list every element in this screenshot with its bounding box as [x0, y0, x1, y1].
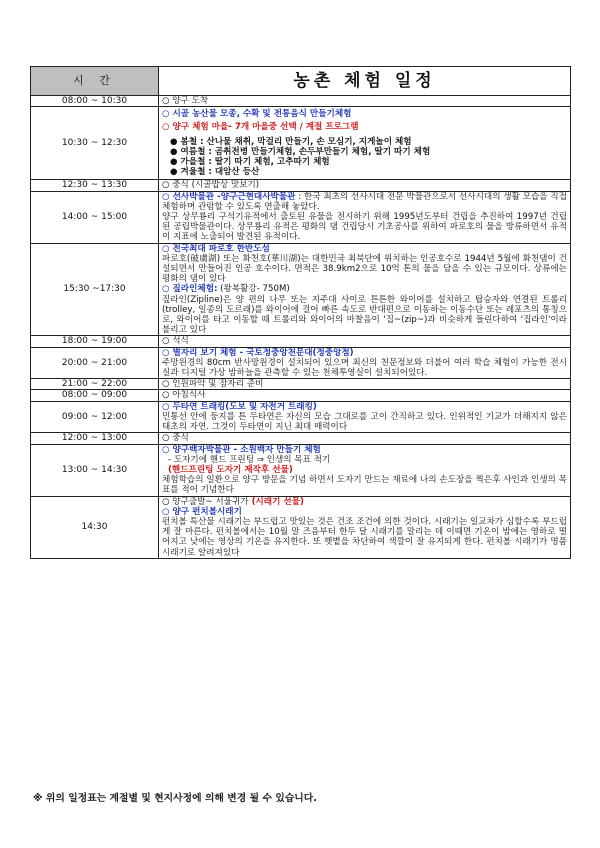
table-row [31, 347, 571, 379]
gift-note: (핸드프린팅 도자기 제작후 선물) [168, 464, 293, 475]
row-text: ○ 중식 (시골밥상 맛보기) [159, 180, 571, 191]
activity-body: 체험학습의 일환으로 양구 방문을 기념 하면서 도자기 만드는 재료에 나의 손도장을 찍은후 사인과 인생의 목표를 적어 기념한다 [162, 475, 567, 496]
row-text: ○ 인원파악 및 잠자리 준비 [159, 379, 571, 390]
table-row [31, 191, 571, 243]
table-row [31, 379, 571, 390]
list-item: ● 가을철 : 딸기 따기 체험, 고추따기 체험 [170, 157, 567, 167]
row-time: 20:00 ~ 21:00 [31, 347, 159, 379]
gift-note: (시래기 선물) [248, 496, 304, 507]
page-title: 농촌 체험 일정 [159, 67, 571, 96]
row-time: 12:30 ~ 13:30 [31, 180, 159, 191]
row-text: ○ 아침식사 [159, 390, 571, 401]
table-row [31, 243, 571, 336]
footnote: ※ 위의 일정표는 계절별 및 현지사정에 의해 변경 될 수 있습니다. [33, 793, 317, 804]
row-time: 13:00 ~ 14:30 [31, 444, 159, 496]
table-row [31, 496, 571, 558]
activity-title: ○ 양구백자박물관 - 소원백자 만들기 체험 [162, 444, 321, 455]
season-list [170, 137, 567, 178]
table-row [31, 96, 571, 107]
activity-title: ○ 시골 농산물 모종, 수확 및 전통음식 만들기체험 [162, 109, 352, 120]
activity-title: ○ 두타연 트래킹(도보 및 자전거 트래킹) [162, 401, 317, 412]
row-text: ○ 석식 [159, 336, 571, 347]
list-item: ● 여름철 : 곰취전병 만들기체험, 손두부만들기 체험, 딸기 따기 체험 [170, 147, 567, 157]
list-item: ● 봄철 : 산나물 채취, 막걸리 만들기, 손 모심기, 지게놀이 체험 [170, 137, 567, 147]
table-row [31, 390, 571, 401]
list-item: ● 겨울철 : 대암산 등산 [170, 167, 567, 177]
activity-body: 펀치볼 특산물 시래기는 부드럽고 맛있는 것은 건조 조건에 의한 것이다. 시래기는 일교차가 심할수록 부드럽게 잘 마른다. 펀치볼에서는 10월 말 즈음부터 한두 달 시래기를 말리는 데 이때면 기온이 밤에는 영하로 떨어지고 낮에는 영상의 기온을 유지한다. 또 햇볕을 차단하여 색깔이 잘 유지되게 한다. 펀치볼 시래기가 명품 시래기로 알려져있다 [162, 516, 567, 558]
row-time: 14:00 ~ 15:00 [31, 191, 159, 243]
table-row [31, 180, 571, 191]
row-text: ○ 중식 [159, 433, 571, 444]
activity-detail: - 도자기에 핸드 프린팅 ⇒ 인생의 목표 적기 [168, 454, 331, 465]
activity-title: ○ 전국최대 파로호 한반도섬 [162, 243, 270, 254]
table-row [31, 336, 571, 347]
activity-intro: (왕복활강- 750M) [217, 284, 290, 295]
activity-body: 주망원경의 80cm 반사망원경이 설치되어 있으며 최신의 천문정보와 더불어 여러 학습 체험이 가능한 전시실과 디지털 가상 밤하늘을 관측할 수 있는 천체투영실이 설치되어있다. [162, 357, 567, 379]
activity-body: 짚라인(Zipline)은 양 편의 나무 또는 지주대 사이로 튼튼한 와이어를 설치하고 탑승자와 연결된 트롤리(trolley, 일종의 도르래)를 와이어에 걸어 빠른 속도로 반대편으로 이동하는 이동수단 또는 레포츠의 통칭으로, 와이어를 타고 이동할 때 트롤리와 와이어의 마찰음이 '집~(zip~)과 비슷하게 들린다하여 '집라인'이라 불리고 있다 [162, 294, 567, 336]
table-row [31, 107, 571, 180]
activity-title: ○ 양구 체험 마을- 7개 마을중 선택 / 계절 프로그램 [162, 122, 359, 133]
row-time: 08:00 ~ 09:00 [31, 390, 159, 401]
table-row [31, 401, 571, 433]
row-time: 15:30 ~17:30 [31, 243, 159, 336]
row-time: 21:00 ~ 22:00 [31, 379, 159, 390]
activity-body: 양구 상무룡리 구석기유적에서 출토된 유물을 전시하기 위해 1995년도부터 건립을 추진하여 1997년 건립된 공립박물관이다. 상무룡리 유적은 평화의 댐 건립당시 기초공사를 위하여 파로호의 물을 방류하면서 유적이 지표에 노출되어 발견된 유적이다. [162, 212, 567, 243]
time-column-header: 시 간 [31, 67, 159, 96]
row-time: 10:30 ~ 12:30 [31, 107, 159, 180]
row-time: 09:00 ~ 12:00 [31, 401, 159, 433]
activity-title: ○ 짚라인체험: [162, 284, 218, 295]
row-text: ○ 양구 도착 [159, 96, 571, 107]
table-row [31, 433, 571, 444]
activity-intro: : 한국 최초의 선사시대 전문 박물관으로서 선사시대의 생활 모습을 직접 체험하며 관람할 수 있도록 연출해 놓았다. [162, 191, 567, 212]
schedule-table [30, 66, 571, 559]
row-time: 18:00 ~ 19:00 [31, 336, 159, 347]
activity-title: ○ 양구 펀치볼시래기 [162, 506, 242, 517]
table-row [31, 444, 571, 496]
row-time: 14:30 [31, 496, 159, 558]
activity-body: 파로호(破虜湖) 또는 화천호(華川湖)는 대한민국 최북단에 위치하는 인공호수로 1944년 5월에 화천댐이 건설되면서 만들어진 인공 호수이다. 면적은 38.9km2으로 10억 톤의 물을 담을 수 있는 규모이다. 상류에는 평화의 댐이 있다 [162, 253, 567, 285]
row-time: 12:00 ~ 13:00 [31, 433, 159, 444]
activity-body: 민통선 안에 둥지를 튼 두타연은 자신의 모습 그대로를 고이 간직하고 있다. 인위적인 기교가 더해지지 않은 태초의 자연. 그것이 두타연이 지닌 최대 매력이다 [162, 411, 567, 433]
activity-title: ○ 선사박물관 -양구근현대사박물관 [162, 191, 296, 202]
activity-title: ○ 별자리 보기 체험 - 국토정중앙천문대(정중앙점) [162, 347, 354, 358]
departure-text: ○ 양구출발~ 서울귀가 [162, 496, 249, 507]
row-time: 08:00 ~ 10:30 [31, 96, 159, 107]
